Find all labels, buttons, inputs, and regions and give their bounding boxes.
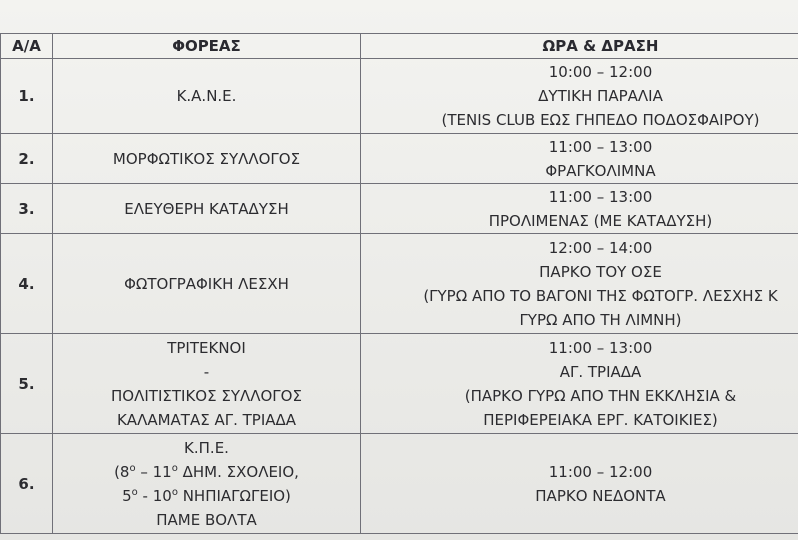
action-cell — [361, 434, 798, 534]
organization-cell — [53, 184, 361, 234]
organization-line-kindergarten — [53, 484, 360, 508]
table-row — [1, 59, 798, 134]
action-time: 11:00 – 13:00 — [548, 187, 653, 206]
school-text-b: – 11 — [135, 462, 172, 481]
schedule-table — [0, 33, 798, 534]
organization-cell — [53, 234, 361, 334]
organization-cell — [53, 134, 361, 184]
table-header-row — [1, 34, 798, 59]
action-place: ΠΑΡΚΟ ΝΕΔΟΝΤΑ — [535, 486, 666, 505]
organization-line: ΠΑΜΕ ΒΟΛΤΑ — [156, 510, 257, 529]
action-cell — [361, 334, 798, 434]
kinder-text-b: - 10 — [137, 486, 172, 505]
action-time: 12:00 – 14:00 — [548, 238, 653, 257]
action-cell — [361, 184, 798, 234]
organization-cell — [53, 334, 361, 434]
table-row — [1, 434, 798, 534]
table-row — [1, 134, 798, 184]
action-place: ΔΥΤΙΚΗ ΠΑΡΑΛΙΑ — [538, 87, 663, 105]
kinder-text-a: 5 — [122, 486, 132, 505]
organization-line: ΚΑΛΑΜΑΤΑΣ ΑΓ. ΤΡΙΑΔΑ — [116, 410, 297, 429]
school-text-c: ΔΗΜ. ΣΧΟΛΕΙΟ, — [177, 462, 299, 481]
kinder-text-c: ΝΗΠΙΑΓΩΓΕΙΟ) — [177, 486, 291, 505]
table-row — [1, 334, 798, 434]
action-detail: ΓΥΡΩ ΑΠΟ ΤΗ ΛΙΜΝΗ) — [519, 310, 682, 329]
row-number: 4. — [1, 234, 53, 334]
action-time: 11:00 – 12:00 — [548, 462, 653, 481]
organization-line: ΠΟΛΙΤΙΣΤΙΚΟΣ ΣΥΛΛΟΓΟΣ — [111, 386, 302, 405]
organization-line: ΜΟΡΦΩΤΙΚΟΣ ΣΥΛΛΟΓΟΣ — [112, 149, 301, 168]
action-time: 11:00 – 13:00 — [548, 137, 653, 156]
organization-line: ΦΩΤΟΓΡΑΦΙΚΗ ΛΕΣΧΗ — [124, 274, 289, 293]
organization-cell — [53, 59, 361, 134]
action-cell — [361, 59, 798, 134]
header-organization: ΦΟΡΕΑΣ — [53, 34, 361, 59]
action-place: ΑΓ. ΤΡΙΑΔΑ — [559, 362, 642, 381]
ordinal-marker: ο — [131, 486, 138, 498]
action-place: ΠΑΡΚΟ ΤΟΥ ΟΣΕ — [539, 262, 662, 281]
action-place: ΦΡΑΓΚΟΛΙΜΝΑ — [545, 161, 656, 180]
school-text-a: (8 — [114, 462, 130, 481]
organization-cell — [53, 434, 361, 534]
header-time-action: ΩΡΑ & ΔΡΑΣΗ — [361, 34, 798, 59]
ordinal-marker: ο — [171, 486, 178, 498]
row-number: 2. — [1, 134, 53, 184]
action-detail: ΠΕΡΙΦΕΡΕΙΑΚΑ ΕΡΓ. ΚΑΤΟΙΚΙΕΣ) — [483, 410, 718, 429]
organization-line: Κ.Α.Ν.Ε. — [176, 87, 237, 105]
header-aa: Α/Α — [1, 34, 53, 59]
action-detail: (TENIS CLUB ΕΩΣ ΓΗΠΕΔΟ ΠΟΔΟΣΦΑΙΡΟΥ) — [441, 111, 760, 129]
table-row — [1, 184, 798, 234]
action-place: ΠΡΟΛΙΜΕΝΑΣ (ΜΕ ΚΑΤΑΔΥΣΗ) — [488, 211, 713, 230]
organization-line: ΤΡΙΤΕΚΝΟΙ — [167, 338, 246, 357]
organization-separator: - — [203, 362, 210, 381]
row-number: 6. — [1, 434, 53, 534]
row-number: 3. — [1, 184, 53, 234]
action-time: 10:00 – 12:00 — [548, 63, 653, 81]
organization-line-school — [53, 460, 360, 484]
row-number: 5. — [1, 334, 53, 434]
action-cell — [361, 134, 798, 184]
organization-line: Κ.Π.Ε. — [184, 438, 229, 457]
action-time: 11:00 – 13:00 — [548, 338, 653, 357]
row-number: 1. — [1, 59, 53, 134]
ordinal-marker: ο — [171, 462, 178, 474]
organization-line: ΕΛΕΥΘΕΡΗ ΚΑΤΑΔΥΣΗ — [124, 199, 289, 218]
action-detail: (ΠΑΡΚΟ ΓΥΡΩ ΑΠΟ ΤΗΝ ΕΚΚΛΗΣΙΑ & — [464, 386, 737, 405]
action-cell — [361, 234, 798, 334]
action-detail: (ΓΥΡΩ ΑΠΟ ΤΟ ΒΑΓΟΝΙ ΤΗΣ ΦΩΤΟΓΡ. ΛΕΣΧΗΣ Κ — [423, 286, 778, 305]
ordinal-marker: ο — [129, 462, 136, 474]
table-row — [1, 234, 798, 334]
